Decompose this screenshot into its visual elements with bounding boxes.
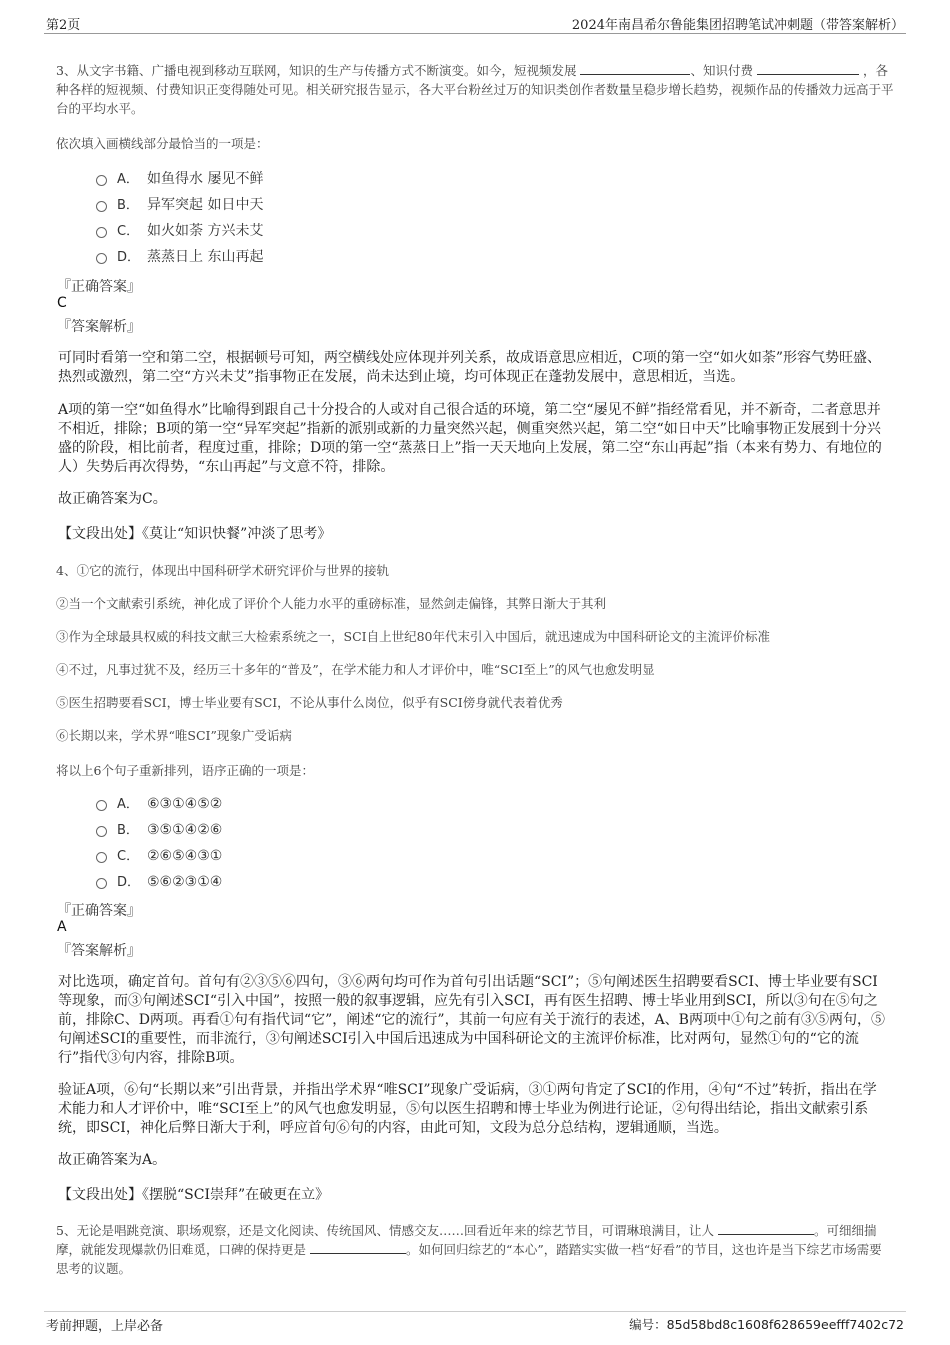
option-text: ③⑤①④②⑥ <box>147 822 223 838</box>
question-3-prompt: 依次填入画横线部分最恰当的一项是： <box>56 136 269 151</box>
q3-analysis-label: 『答案解析』 <box>57 319 141 335</box>
q4-option-d[interactable] <box>96 871 222 893</box>
radio-icon[interactable] <box>96 826 107 837</box>
q3-stem-part-2: ，各种各样的短视频、付费知识正变得随处可见。相关研究报告显示，各大平台粉丝过万的知识类创作者数量呈稳步增长趋势，视频作品的传播效力远高于平台的平均水平。 <box>56 63 894 116</box>
q4-sentence-6: ⑥长期以来，学术界“唯SCI”现象广受诟病 <box>56 728 292 743</box>
question-3-stem <box>56 61 894 118</box>
radio-icon[interactable] <box>96 227 107 238</box>
q4-sentence-2: ②当一个文献索引系统，神化成了评价个人能力水平的重磅标准，显然剑走偏锋，其弊日渐大于其利 <box>56 596 607 611</box>
q4-analysis-paragraph-3: 故正确答案为A。 <box>58 1152 167 1168</box>
question-5-stem <box>56 1221 894 1278</box>
option-text: ⑤⑥②③①④ <box>147 874 223 890</box>
q3-stem-part-1: 3、从文字书籍、广播电视到移动互联网，知识的生产与传播方式不断演变。如今，短视频发展 <box>56 63 577 78</box>
q3-option-c[interactable] <box>96 220 263 242</box>
q3-option-d[interactable] <box>96 246 263 268</box>
q4-sentence-1: 4、①它的流行，体现出中国科研学术研究评价与世界的接轨 <box>56 563 389 578</box>
document-title: 2024年南昌希尔鲁能集团招聘笔试冲刺题（带答案解析） <box>571 18 904 33</box>
q3-stem-mid: 、知识付费 <box>690 63 753 78</box>
radio-icon[interactable] <box>96 201 107 212</box>
option-text: 异军突起 如日中天 <box>147 197 264 213</box>
q3-answer-label: 『正确答案』 <box>57 279 141 295</box>
radio-icon[interactable] <box>96 878 107 889</box>
q4-prompt: 将以上6个句子重新排列，语序正确的一项是： <box>56 763 314 778</box>
q3-source: 【文段出处】《莫让“知识快餐”冲淡了思考》 <box>58 526 332 542</box>
option-letter: A． <box>117 172 139 187</box>
option-text: 蒸蒸日上 东山再起 <box>147 249 264 265</box>
q5-stem-part-2: 。如何回归综艺的“本心”，踏踏实实做一档“好看”的节目，这也许是当下综艺市场需要思考的议题。 <box>56 1242 882 1276</box>
option-text: 如火如荼 方兴未艾 <box>147 223 264 239</box>
blank-line <box>757 62 859 75</box>
footer-slogan: 考前押题，上岸必备 <box>46 1319 164 1334</box>
page-header <box>44 12 906 34</box>
page-number: 第2页 <box>46 18 81 33</box>
option-text: ②⑥⑤④③① <box>147 848 223 864</box>
option-text: 如鱼得水 屡见不鲜 <box>147 171 264 187</box>
option-letter: D． <box>117 875 141 890</box>
q4-sentence-4: ④不过，凡事过犹不及，经历三十多年的“普及”，在学术能力和人才评价中，唯“SCI至上”的风气也愈发明显 <box>56 662 655 677</box>
radio-icon[interactable] <box>96 175 107 186</box>
q3-analysis-paragraph-1: 可同时看第一空和第二空，根据顿号可知，两空横线处应体现并列关系，故成语意思应相近，C项的第一空“如火如荼”形容气势旺盛、热烈或激烈，第二空“方兴未艾”指事物正在发展，尚未达到止境，均可体现正在蓬勃发展中，意思相近，当选。 <box>58 350 882 385</box>
radio-icon[interactable] <box>96 253 107 264</box>
q4-answer-label: 『正确答案』 <box>57 903 141 919</box>
option-letter: A． <box>117 797 139 812</box>
q3-analysis-paragraph-3: 故正确答案为C。 <box>58 491 167 507</box>
page-footer <box>44 1311 906 1336</box>
q4-analysis-paragraph-1: 对比选项，确定首句。首句有②③⑤⑥四句，③⑥两句均可作为首句引出话题“SCI”；⑤句阐述医生招聘要看SCI、博士毕业要有SCI等现象，而③句阐述SCI“引入中国”，按照一般的叙事逻辑，应先有引入SCI，再有医生招聘、博士毕业用到SCI，所以③句在⑤句之前，排除C、D两项。再看①句有指代词“它”，阐述“它的流行”，其前一句应有关于流行的表述，A、B两项中①句之前有③⑤两句，⑤句阐述SCI的重要性，而非流行，③句阐述SCI引入中国后迅速成为中国科研论文的主流评价标准，比对两句，显然①句的“它的流行”指代③句内容，排除B项。 <box>58 974 885 1066</box>
q4-answer-value: A <box>57 919 67 935</box>
blank-line <box>580 62 690 75</box>
blank-line <box>310 1241 406 1254</box>
option-letter: B． <box>117 198 139 213</box>
q4-sentence-3: ③作为全球最具权威的科技文献三大检索系统之一，SCI自上世纪80年代末引入中国后，就迅速成为中国科研论文的主流评价标准 <box>56 629 770 644</box>
document-code: 编号：85d58bd8c1608f628659eefff7402c72 <box>629 1317 904 1332</box>
q3-option-b[interactable] <box>96 194 263 216</box>
radio-icon[interactable] <box>96 852 107 863</box>
q4-option-a[interactable] <box>96 793 222 815</box>
q4-analysis-paragraph-2: 验证A项，⑥句“长期以来”引出背景，并指出学术界“唯SCI”现象广受诟病，③①两句肯定了SCI的作用，④句“不过”转折，指出在学术能力和人才评价中，唯“SCI至上”的风气也愈发明显，⑤句以医生招聘和博士毕业为例进行论证，②句得出结论，指出文献索引系统，即SCI，神化后弊日渐大于利，呼应首句⑥句的内容，由此可知，文段为总分总结构，逻辑通顺，当选。 <box>58 1082 877 1136</box>
q4-sentence-5: ⑤医生招聘要看SCI，博士毕业要有SCI，不论从事什么岗位，似乎有SCI傍身就代表着优秀 <box>56 695 563 710</box>
q3-answer-value: C <box>57 295 67 311</box>
option-text: ⑥③①④⑤② <box>147 796 223 812</box>
q4-analysis-label: 『答案解析』 <box>57 943 141 959</box>
q4-option-c[interactable] <box>96 845 222 867</box>
blank-line <box>718 1222 814 1235</box>
option-letter: D． <box>117 250 141 265</box>
q5-stem-part-1: 5、无论是唱跳竞演、职场观察，还是文化阅读、传统国风、情感交友……回看近年来的综艺节目，可谓琳琅满目，让人 <box>56 1223 714 1238</box>
option-letter: C． <box>117 849 140 864</box>
option-letter: B． <box>117 823 139 838</box>
q4-source: 【文段出处】《摆脱“SCI崇拜”在破更在立》 <box>58 1187 330 1203</box>
q3-analysis-paragraph-2: A项的第一空“如鱼得水”比喻得到跟自己十分投合的人或对自己很合适的环境，第二空“屡见不鲜”指经常看见，并不新奇，二者意思并不相近，排除；B项的第一空“异军突起”指新的派别或新的力量突然兴起，侧重突然兴起，第二空“如日中天”比喻事物正发展到十分兴盛的阶段，相比前者，程度过重，排除；D项的第一空“蒸蒸日上”指一天天地向上发展，第二空“东山再起”指（本来有势力、有地位的人）失势后再次得势，“东山再起”与文意不符，排除。 <box>58 402 882 475</box>
q4-option-b[interactable] <box>96 819 222 841</box>
q5-stem-mid: 。可细细揣摩，就能发现爆款仍旧难觅，口碑的保持更是 <box>56 1223 877 1257</box>
option-letter: C． <box>117 224 140 239</box>
radio-icon[interactable] <box>96 800 107 811</box>
q3-option-a[interactable] <box>96 168 263 190</box>
